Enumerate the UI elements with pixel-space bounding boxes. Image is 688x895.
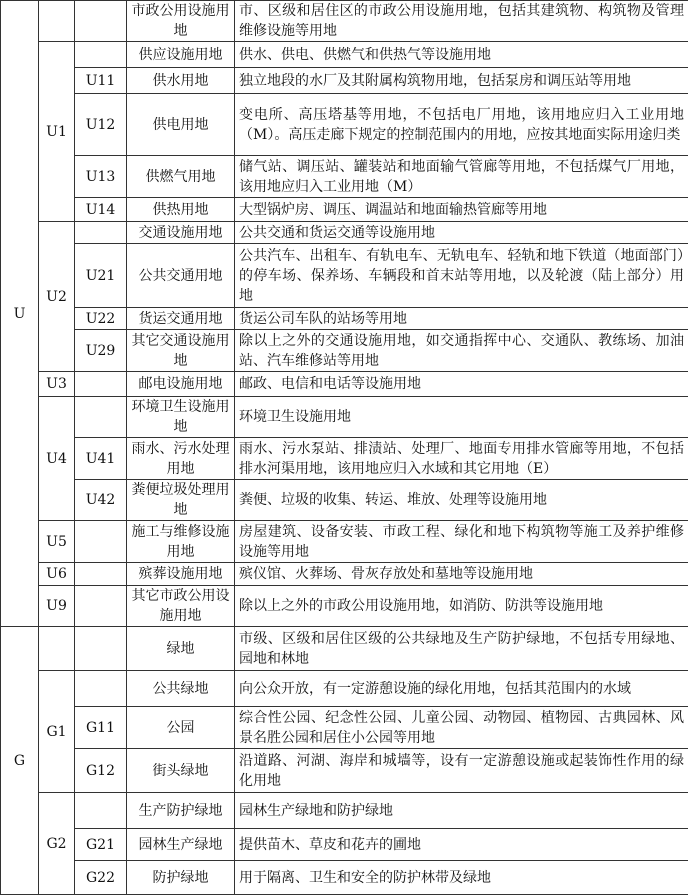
table-row [1,68,688,94]
category-description: 变电所、高压塔基等用地，不包括电厂用地，该用地应归入工业用地（M）。高压走廊下规定的控制范围内的用地，应按其地面实际用途归类 [235,94,688,156]
table-row [1,627,688,671]
sub-class-code [75,521,127,563]
category-description: 殡仪馆、火葬场、骨灰存放处和墓地等设施用地 [235,563,688,586]
table-row [1,749,688,793]
category-description: 邮政、电信和电话等设施用地 [235,372,688,397]
table-row [1,222,688,244]
major-class-cell [1,1,39,627]
minor-class-code: U3 [39,372,75,397]
category-description: 环境卫生设施用地 [235,397,688,438]
category-name: 供电用地 [127,94,235,156]
sub-class-code: U11 [75,68,127,94]
minor-class-code: U5 [39,521,75,563]
category-description: 综合性公园、纪念性公园、儿童公园、动物园、植物园、古典园林、风景名胜公园和居住小公园等用地 [235,707,688,749]
category-description: 大型锅炉房、调压、调温站和地面输热管廊等用地 [235,198,688,222]
category-name: 供燃气用地 [127,156,235,198]
table-row [1,480,688,521]
table-row [1,671,688,707]
category-description: 市、区级和居住区的市政公用设施用地，包括其建筑物、构筑物及管理维修设施等用地 [235,1,688,42]
sub-class-code [75,671,127,707]
table-row [1,330,688,372]
category-name: 供水用地 [127,68,235,94]
major-code: U [14,306,26,322]
sub-class-code [75,563,127,586]
category-name: 供应设施用地 [127,42,235,68]
category-name: 邮电设施用地 [127,372,235,397]
table-row [1,521,688,563]
category-name: 环境卫生设施用地 [127,397,235,438]
category-name: 公共绿地 [127,671,235,707]
table-row [1,793,688,829]
major-code: G [14,753,25,769]
table-row [1,586,688,627]
minor-class-code: G1 [39,671,75,793]
category-name: 粪便垃圾处理用地 [127,480,235,521]
sub-class-code: U41 [75,438,127,480]
table-row [1,438,688,480]
sub-class-code [75,627,127,671]
category-description: 房屋建筑、设备安装、市政工程、绿化和地下构筑物等施工及养护维修设施等用地 [235,521,688,563]
category-description: 货运公司车队的站场等用地 [235,308,688,330]
sub-class-code [75,372,127,397]
sub-class-cell [75,1,127,42]
sub-class-code [75,586,127,627]
category-description: 独立地段的水厂及其附属构筑物用地，包括泵房和调压站等用地 [235,68,688,94]
sub-class-code [75,222,127,244]
category-name: 其它交通设施用地 [127,330,235,372]
sub-class-code: U22 [75,308,127,330]
table-row [1,94,688,156]
sub-class-code: U13 [75,156,127,198]
category-name: 施工与维修设施用地 [127,521,235,563]
minor-class-code: U6 [39,563,75,586]
minor-class-code: U2 [39,222,75,372]
sub-class-code [75,793,127,829]
category-description: 市级、区级和居住区级的公共绿地及生产防护绿地，不包括专用绿地、园地和林地 [235,627,688,671]
sub-class-code [75,42,127,68]
table-row [1,1,688,42]
category-description: 粪便、垃圾的收集、转运、堆放、处理等设施用地 [235,480,688,521]
table-row [1,397,688,438]
category-description: 公共交通和货运交通等设施用地 [235,222,688,244]
category-name: 市政公用设施用地 [127,1,235,42]
category-name: 交通设施用地 [127,222,235,244]
sub-class-code: U21 [75,244,127,308]
sub-class-code: U14 [75,198,127,222]
category-description: 除以上之外的市政公用设施用地，如消防、防洪等设施用地 [235,586,688,627]
category-description: 沿道路、河湖、海岸和城墙等，设有一定游憩设施或起装饰性作用的绿化用地 [235,749,688,793]
minor-class-code: G2 [39,793,75,895]
sub-class-code: U42 [75,480,127,521]
sub-class-code: G21 [75,829,127,861]
minor-class-code: U9 [39,586,75,627]
minor-class-code: U1 [39,42,75,222]
category-name: 其它市政公用设施用地 [127,586,235,627]
category-name: 园林生产绿地 [127,829,235,861]
table-row [1,563,688,586]
table-row [1,42,688,68]
category-name: 防护绿地 [127,861,235,895]
category-name: 雨水、污水处理用地 [127,438,235,480]
minor-class-code: U4 [39,397,75,521]
table-row [1,372,688,397]
category-description: 园林生产绿地和防护绿地 [235,793,688,829]
category-description: 用于隔离、卫生和安全的防护林带及绿地 [235,861,688,895]
category-name: 殡葬设施用地 [127,563,235,586]
table-row [1,198,688,222]
table-row [1,707,688,749]
category-name: 供热用地 [127,198,235,222]
category-description: 公共汽车、出租车、有轨电车、无轨电车、轻轨和地下铁道（地面部门）的停车场、保养场、车辆段和首末站等用地，以及轮渡（陆上部分）用地 [235,244,688,308]
sub-class-code: G22 [75,861,127,895]
sub-class-code: G11 [75,707,127,749]
major-class-cell [1,627,39,895]
category-description: 雨水、污水泵站、排渍站、处理厂、地面专用排水管廊等用地，不包括排水河渠用地，该用地应归入水域和其它用地（E） [235,438,688,480]
table-row [1,156,688,198]
category-name: 生产防护绿地 [127,793,235,829]
table-row [1,244,688,308]
minor-class-code [39,627,75,671]
category-description: 向公众开放，有一定游憩设施的绿化用地，包括其范围内的水域 [235,671,688,707]
table-row [1,829,688,861]
category-name: 货运交通用地 [127,308,235,330]
category-description: 除以上之外的交通设施用地，如交通指挥中心、交通队、教练场、加油站、汽车维修站等用地 [235,330,688,372]
table-row [1,308,688,330]
sub-class-code [75,397,127,438]
minor-class-cell [39,1,75,42]
category-name: 公园 [127,707,235,749]
category-description: 提供苗木、草皮和花卉的圃地 [235,829,688,861]
table-row [1,861,688,895]
sub-class-code: U29 [75,330,127,372]
category-name: 绿地 [127,627,235,671]
category-name: 街头绿地 [127,749,235,793]
category-description: 供水、供电、供燃气和供热气等设施用地 [235,42,688,68]
sub-class-code: G12 [75,749,127,793]
category-name: 公共交通用地 [127,244,235,308]
sub-class-code: U12 [75,94,127,156]
category-description: 储气站、调压站、罐装站和地面输气管廊等用地，不包括煤气厂用地，该用地应归入工业用地（M） [235,156,688,198]
